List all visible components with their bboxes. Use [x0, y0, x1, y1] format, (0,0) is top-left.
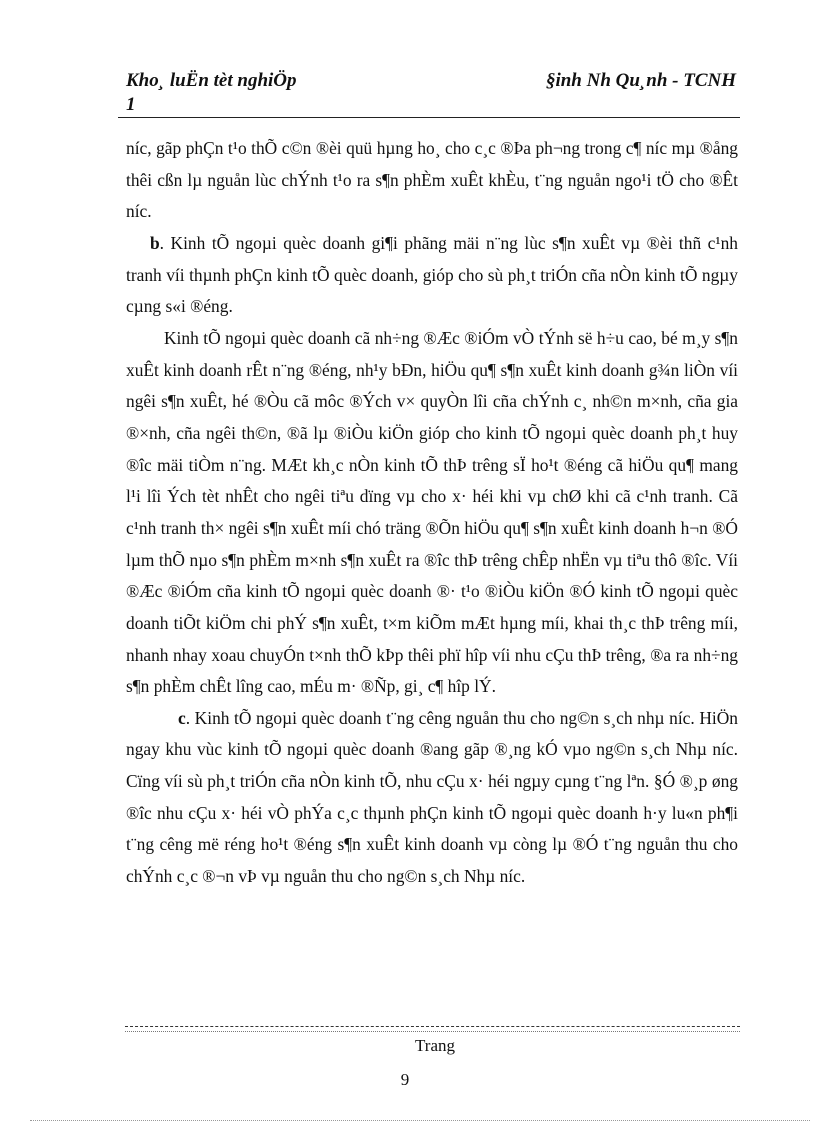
paragraph-c-text: . Kinh tÕ ngoµi quèc doanh t¨ng cêng nguån thu cho ng©n s¸ch nhµ níc. HiÖn ngay khu vùc kinh tÕ ngoµi quèc doanh ®ang gãp ®¸ng kÓ vµo ng©n s¸ch Nhµ níc. Cïng víi sù ph¸t triÓn cña nÒn kinh tÕ, nhu cÇu x· héi ngµy cµng t¨ng lªn. §Ó ®¸p øng ®îc nhu cÇu x· héi vÒ phÝa c¸c thµnh phÇn kinh tÕ ngoµi quèc doanh h·y lu«n ph¶i t¨ng cêng më réng ho¹t ®éng s¶n xuÊt kinh doanh vµ còng lµ ®Ó t¨ng nguån thu cho chÝnh c¸c ®¬n vÞ vµ nguån thu cho ng©n s¸ch Nhµ níc. [126, 707, 738, 887]
footer-rule [125, 1026, 740, 1027]
paragraph-b [126, 228, 738, 323]
header-number: 1 [126, 94, 136, 115]
footer-page-label: Trang [415, 1036, 455, 1055]
page-number: 9 [400, 1070, 410, 1089]
paragraph-c-label: c [178, 707, 186, 728]
paragraph-b-label: b [150, 232, 160, 253]
paragraph-c [126, 703, 738, 893]
bottom-dotted-line [30, 1120, 810, 1121]
body-text [126, 133, 738, 893]
header-thesis-title: Kho¸ luËn tèt nghiÖp [126, 70, 297, 91]
header-author: §inh Nh Qu¸nh - TCNH [545, 70, 736, 91]
footer-rule-dotted [125, 1031, 740, 1032]
paragraph-characteristics: Kinh tÕ ngoµi quèc doanh cã nh÷ng ®Æc ®iÓm vÒ tÝnh së h÷u cao, bé m¸y s¶n xuÊt kinh doanh rÊt n¨ng ®éng, nh¹y bÐn, hiÖu qu¶ s¶n xuÊt kinh doanh g¾n liÒn víi ngêi s¶n xuÊt, hé ®Òu cã môc ®Ých v× quyÒn lîi cña chÝnh c¸ nh©n m×nh, cña gia ®×nh, cña ngêi th©n, ®ã lµ ®iÒu kiÖn gióp cho kinh tÕ ngoµi quèc doanh ph¸t huy ®îc mäi tiÒm n¨ng. MÆt kh¸c nÒn kinh tÕ thÞ trêng sÏ ho¹t ®éng cã hiÖu qu¶ mang l¹i lîi Ých tèt nhÊt cho ngêi tiªu dïng vµ cho x· héi khi vµ chØ khi cã c¹nh tranh. Cã c¹nh tranh th× ngêi s¶n xuÊt míi chó träng ®Õn hiÖu qu¶ s¶n xuÊt kinh doanh h¬n ®Ó lµm thÕ nµo s¶n phÈm m×nh s¶n xuÊt ra ®îc thÞ trêng chÊp nhËn vµ tiªu thô ®îc. Víi ®Æc ®iÓm cña kinh tÕ ngoµi quèc doanh ®· t¹o ®iÒu kiÖn ®Ó kinh tÕ ngoµi quèc doanh tiÕt kiÖm chi phÝ s¶n xuÊt, t×m kiÕm mÆt hµng míi, khai th¸c thÞ trêng míi, nhanh nhay xoau chuyÓn t×nh thÕ kÞp thêi phï hîp víi nhu cÇu thÞ trêng, ®a ra nh÷ng s¶n phÈm chÊt lîng cao, mÉu m· ®Ñp, gi¸ c¶ hîp lÝ. [126, 327, 738, 697]
paragraph-continuation: níc, gãp phÇn t¹o thÕ c©n ®èi quü hµng ho¸ cho c¸c ®Þa ph¬ng trong c¶ níc mµ ®ång thêi cßn lµ nguån lùc chÝnh t¹o ra s¶n phÈm xuÊt khÈu, t¨ng nguån ngo¹i tÖ cho ®Êt níc. [126, 138, 738, 222]
paragraph-b-text: . Kinh tÕ ngoµi quèc doanh gi¶i phãng mäi n¨ng lùc s¶n xuÊt vµ ®èi thñ c¹nh tranh víi thµnh phÇn kinh tÕ quèc doanh, gióp cho sù ph¸t triÓn cña nÒn kinh tÕ ngµy cµng s«i ®éng. [126, 232, 738, 317]
header-rule [118, 117, 740, 118]
